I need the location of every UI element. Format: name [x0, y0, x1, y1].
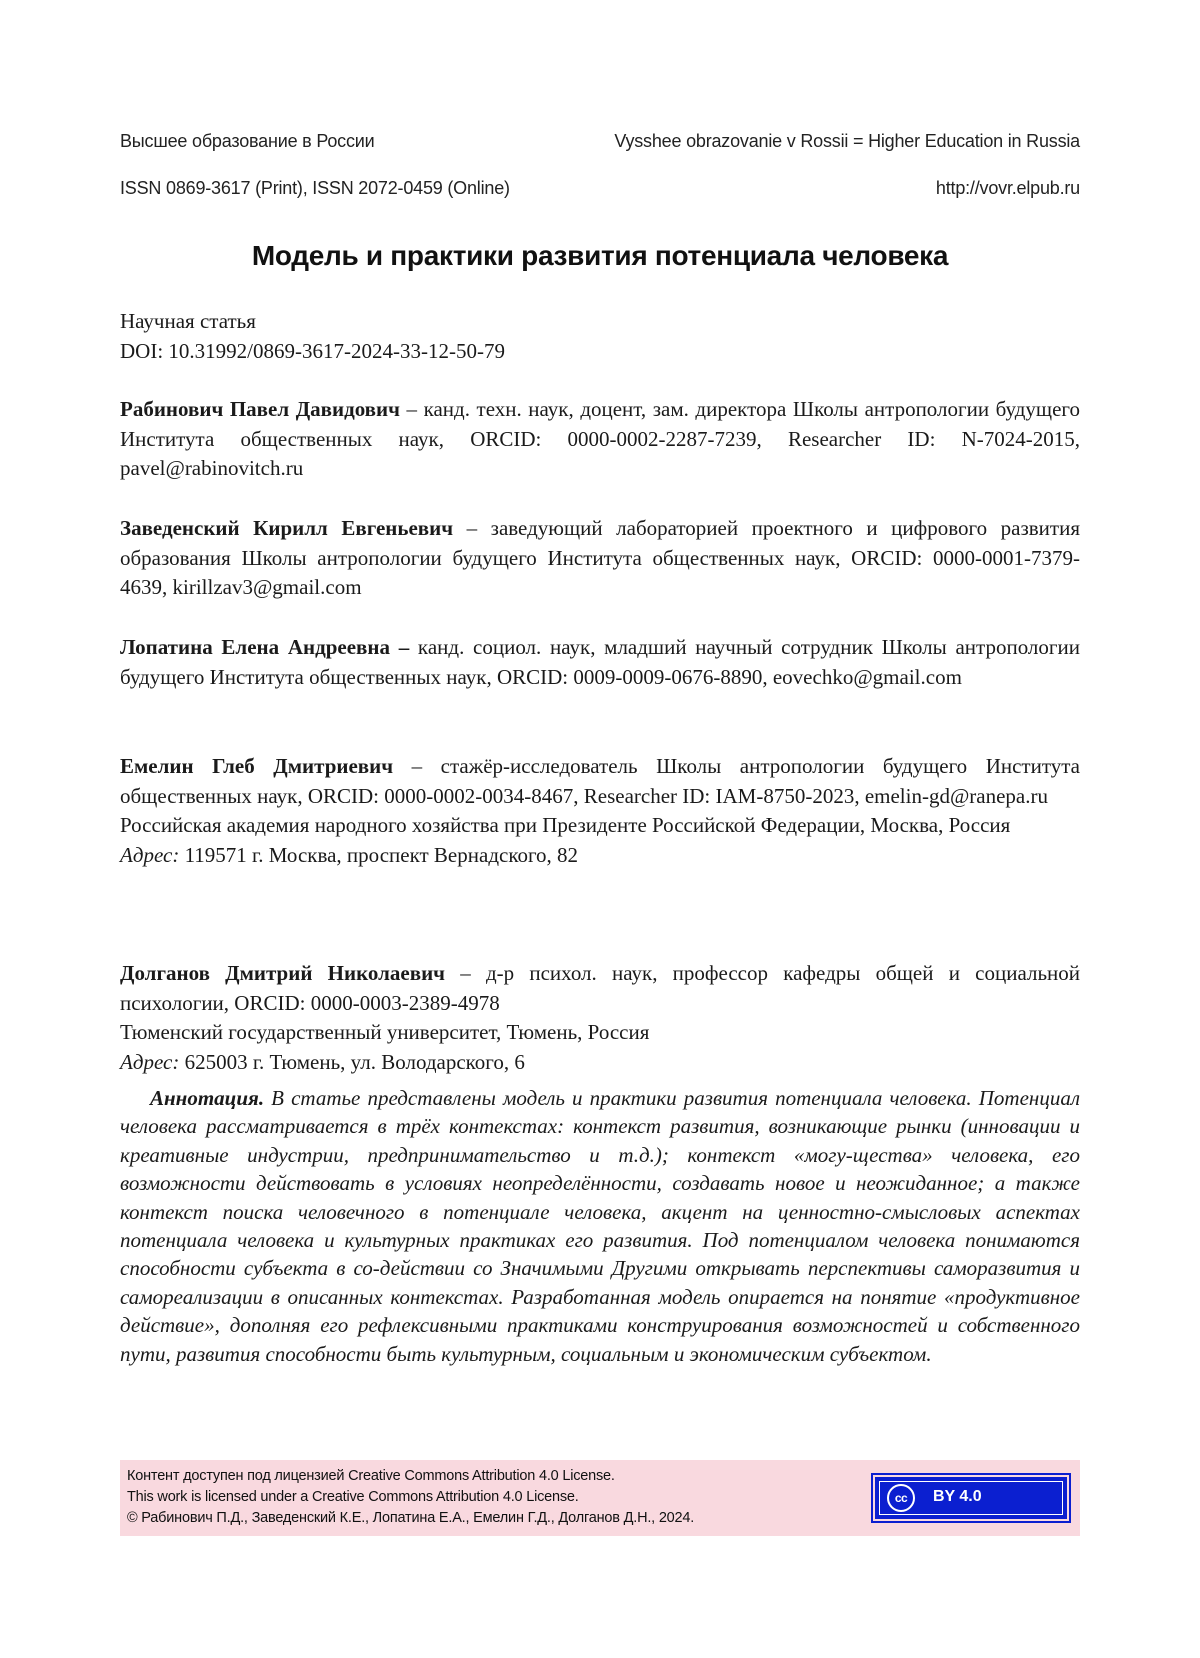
- address-label: Адрес:: [120, 842, 180, 867]
- author-name: Лопатина Елена Андреевна –: [120, 635, 410, 659]
- issn-header: [120, 178, 1080, 199]
- author-block: [120, 395, 1080, 484]
- article-page: [120, 0, 1080, 1658]
- license-text: [127, 1466, 694, 1529]
- license-line-en: This work is licensed under a Creative Commons Attribution 4.0 License.: [127, 1489, 579, 1505]
- license-band: [120, 1460, 1080, 1536]
- license-line-ru: Контент доступен под лицензией Creative Commons Attribution 4.0 License.: [127, 1468, 615, 1484]
- copyright-line: © Рабинович П.Д., Заведенский К.Е., Лопатина Е.А., Емелин Г.Д., Долганов Д.Н., 2024.: [127, 1510, 695, 1526]
- abstract-label: Аннотация.: [150, 1086, 265, 1110]
- author-details: – стажёр-исследователь Школы антропологии будущего Института общественных наук, ORCID: 0000-0002-0034-8467, Researcher ID: IAM-8750-2023, emelin-gd@ranepa.ru: [120, 754, 1080, 808]
- running-header: [120, 131, 1080, 152]
- article-doi[interactable]: DOI: 10.31992/0869-3617-2024-33-12-50-79: [120, 339, 505, 363]
- author-name: Заведенский Кирилл Евгеньевич: [120, 516, 454, 540]
- author-block: [120, 633, 1080, 692]
- author-affiliation: Российская академия народного хозяйства при Президенте Российской Федерации, Москва, Россия: [120, 813, 1011, 837]
- address-label: Адрес:: [120, 1049, 180, 1074]
- article-title: Модель и практики развития потенциала человека: [251, 240, 949, 271]
- author-details: канд. социол. наук, младший научный сотрудник Школы антропологии будущего Института общественных наук, ORCID: 0009-0009-0676-8890, eovechko@gmail.com: [120, 635, 1080, 689]
- article-type: Научная статья: [120, 309, 256, 333]
- author-block: [120, 959, 1080, 1077]
- badge-label: BY 4.0: [933, 1488, 982, 1505]
- article-meta: [120, 306, 1080, 366]
- author-address: [120, 841, 1080, 871]
- author-block: [120, 752, 1080, 870]
- address-value: 119571 г. Москва, проспект Вернадского, 82: [179, 842, 579, 867]
- abstract: [120, 1084, 1080, 1368]
- author-name: Долганов Дмитрий Николаевич: [120, 961, 446, 985]
- author-details: – заведующий лабораторией проектного и цифрового развития образования Школы антропологии будущего Института общественных наук, ORCID: 0000-0001-7379-4639, kirillzav3@gmail.com: [120, 516, 1080, 599]
- author-name: Емелин Глеб Дмитриевич: [120, 754, 394, 778]
- author-address: [120, 1048, 1080, 1078]
- creative-commons-icon: cc: [887, 1484, 915, 1512]
- author-details: – д-р психол. наук, профессор кафедры общей и социальной психологии, ORCID: 0000-0003-2389-4978: [120, 961, 1081, 1015]
- journal-title-en: Vysshee obrazovanie v Rossii = Higher Education in Russia: [614, 131, 1080, 151]
- journal-url[interactable]: http://vovr.elpub.ru: [935, 178, 1080, 198]
- author-affiliation: Тюменский государственный университет, Тюмень, Россия: [120, 1020, 650, 1044]
- author-details: – канд. техн. наук, доцент, зам. директора Школы антропологии будущего Института общественных наук, ORCID: 0000-0002-2287-7239, Researcher ID: N-7024-2015, pavel@rabinovitch.ru: [120, 397, 1080, 480]
- abstract-text: В статье представлены модель и практики развития потенциала человека. Потенциал человека рассматривается в трёх контекстах: контекст развития, возникающие рынки (инновации и креативные индустрии, предпринимательство и т.д.); контекст «могу-щества» человека, его возможности действовать в условиях неопределённости, создавать новое и неожиданное; а также контекст поиска человечного в потенциале человека, акцент на ценностно-смысловых аспектах потенциала человека и культурных практиках его развития. Под потенциалом человека понимаются способности субъекта в со-действии со Значимыми Другими открывать перспективы саморазвития и самореализации в описанных контекстах. Разработанная модель опирается на понятие «продуктивное действие», дополняя его рефлексивными практиками конструирования возможностей и собственного пути, развития способности быть культурным, социальным и экономическим субъектом.: [120, 1086, 1080, 1366]
- cc-by-badge[interactable]: [875, 1477, 1067, 1519]
- journal-title-ru: Высшее образование в России: [120, 131, 375, 151]
- author-block: [120, 514, 1080, 603]
- address-value: 625003 г. Тюмень, ул. Володарского, 6: [179, 1049, 525, 1074]
- author-name: Рабинович Павел Давидович: [120, 397, 400, 421]
- issn: ISSN 0869-3617 (Print), ISSN 2072-0459 (Online): [120, 178, 510, 198]
